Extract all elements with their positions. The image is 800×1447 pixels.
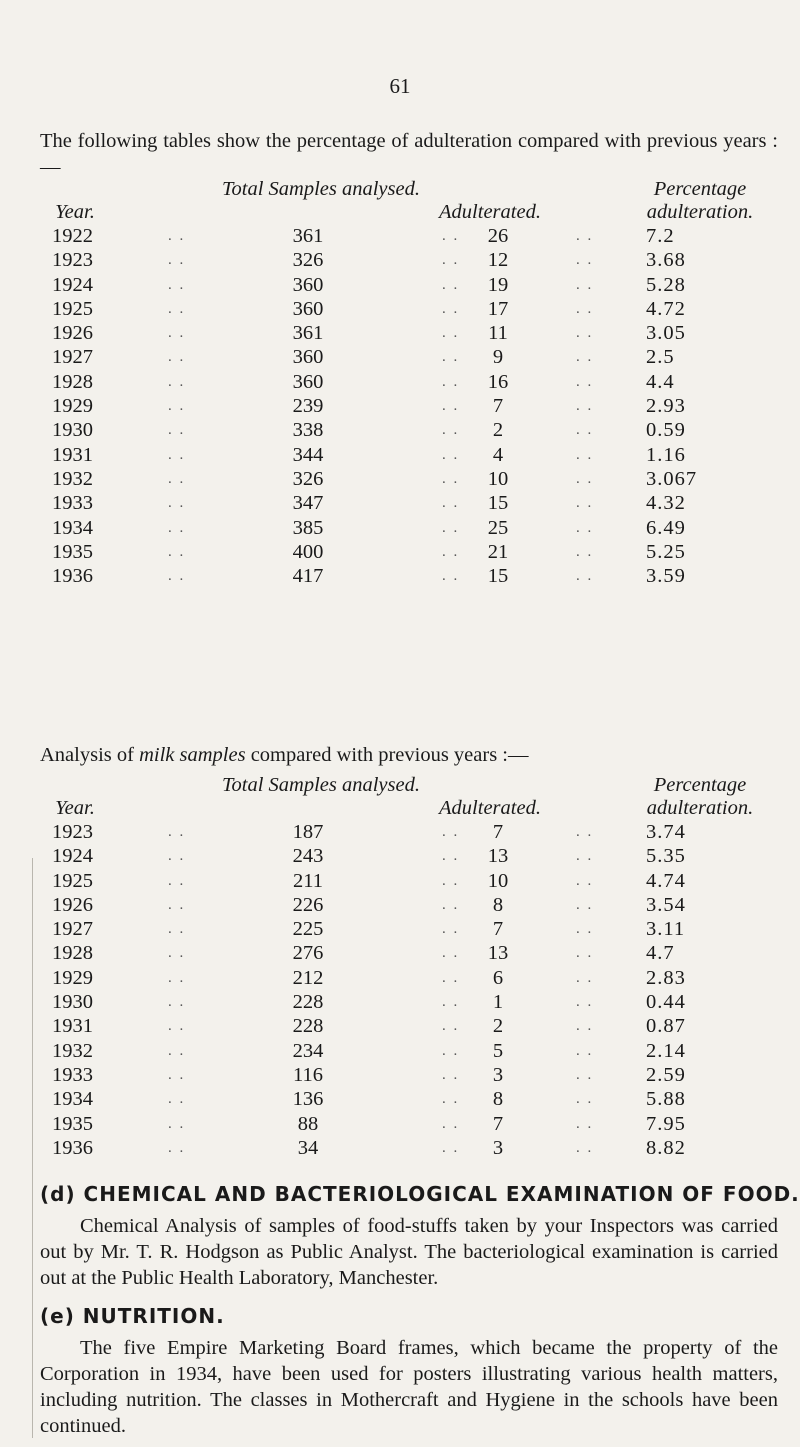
header-year: Year. — [55, 201, 95, 223]
table-row — [40, 273, 780, 297]
leader-dots: . . — [442, 1018, 460, 1035]
leader-dots: . . — [442, 422, 460, 439]
table-row — [40, 321, 780, 345]
leader-dots: . . — [442, 1066, 460, 1083]
percentage-cell: 2.59 — [646, 1063, 686, 1086]
header-year: Year. — [55, 797, 95, 819]
total-samples-cell: 400 — [292, 540, 324, 563]
leader-dots: . . — [168, 373, 186, 390]
adulterated-cell: 3 — [492, 1063, 504, 1086]
leader-dots: . . — [168, 896, 186, 913]
percentage-cell: 0.59 — [646, 419, 686, 442]
table-row — [40, 418, 780, 442]
adulterated-cell: 21 — [487, 540, 509, 563]
leader-dots: . . — [576, 252, 594, 269]
table-row — [40, 297, 780, 321]
header-total-samples: Total Samples analysed. — [222, 178, 420, 200]
total-samples-cell: 212 — [292, 966, 324, 989]
year-cell: 1931 — [52, 1015, 93, 1038]
year-cell: 1928 — [52, 942, 93, 965]
intro-text: The following tables show the percentage of adulteration compared with previous years :— — [40, 130, 778, 178]
leader-dots: . . — [168, 495, 186, 512]
leader-dots: . . — [168, 994, 186, 1011]
leader-dots: . . — [576, 994, 594, 1011]
leader-dots: . . — [576, 276, 594, 293]
total-samples-cell: 361 — [292, 322, 324, 345]
adulterated-cell: 9 — [492, 346, 504, 369]
table-row — [40, 370, 780, 394]
percentage-cell: 3.11 — [646, 918, 686, 941]
header-percentage: Percentage adulteration. — [646, 178, 754, 223]
table-row — [40, 1087, 780, 1111]
table-row — [40, 1136, 780, 1160]
leader-dots: . . — [442, 398, 460, 415]
year-cell: 1922 — [52, 225, 93, 247]
table-row — [40, 820, 780, 844]
adulterated-cell: 7 — [492, 918, 504, 941]
leader-dots: . . — [442, 1139, 460, 1156]
leader-dots: . . — [442, 872, 460, 889]
leader-dots: . . — [442, 921, 460, 938]
table-header — [40, 178, 780, 224]
milk-intro-suffix: compared with previous years :— — [245, 744, 529, 766]
year-cell: 1923 — [52, 249, 93, 272]
leader-dots: . . — [576, 300, 594, 317]
percentage-cell: 4.32 — [646, 492, 686, 515]
leader-dots: . . — [576, 446, 594, 463]
year-cell: 1924 — [52, 273, 93, 296]
leader-dots: . . — [168, 872, 186, 889]
percentage-cell: 5.88 — [646, 1088, 686, 1111]
leader-dots: . . — [442, 252, 460, 269]
table-row — [40, 443, 780, 467]
leader-dots: . . — [576, 325, 594, 342]
percentage-cell: 5.28 — [646, 273, 686, 296]
year-cell: 1935 — [52, 1112, 93, 1135]
percentage-cell: 3.59 — [646, 565, 686, 588]
leader-dots: . . — [576, 969, 594, 986]
leader-dots: . . — [576, 824, 594, 840]
leader-dots: . . — [442, 848, 460, 865]
percentage-cell: 4.7 — [646, 942, 675, 965]
section-e-heading: (e) NUTRITION. — [40, 1304, 225, 1328]
adulterated-cell: 2 — [492, 419, 504, 442]
adulterated-cell: 11 — [488, 322, 508, 345]
leader-dots: . . — [168, 1091, 186, 1108]
adulterated-cell: 17 — [487, 297, 509, 320]
adulterated-cell: 4 — [492, 443, 504, 466]
year-cell: 1934 — [52, 516, 93, 539]
adulterated-cell: 8 — [492, 893, 504, 916]
total-samples-cell: 338 — [292, 419, 324, 442]
percentage-cell: 3.54 — [646, 893, 686, 916]
leader-dots: . . — [576, 398, 594, 415]
leader-dots: . . — [442, 1091, 460, 1108]
section-e-text: The five Empire Marketing Board frames, which became the property of the Corporation in 1934, have been used for posters illustrating various health matters, including nutrition. The classes in Mothercraft and Hygiene in the schools have been continued. — [40, 1337, 778, 1437]
adulterated-cell: 2 — [492, 1015, 504, 1038]
leader-dots: . . — [168, 1066, 186, 1083]
total-samples-cell: 226 — [292, 893, 324, 916]
percentage-cell: 4.72 — [646, 297, 686, 320]
leader-dots: . . — [576, 1018, 594, 1035]
year-cell: 1925 — [52, 869, 93, 892]
leader-dots: . . — [576, 349, 594, 366]
leader-dots: . . — [576, 495, 594, 512]
year-cell: 1924 — [52, 845, 93, 868]
leader-dots: . . — [442, 1042, 460, 1059]
leader-dots: . . — [576, 519, 594, 536]
adulterated-cell: 5 — [492, 1039, 504, 1062]
percentage-cell: 2.14 — [646, 1039, 686, 1062]
table-row — [40, 516, 780, 540]
table-row — [40, 869, 780, 893]
leader-dots: . . — [442, 228, 460, 244]
leader-dots: . . — [576, 568, 594, 585]
year-cell: 1931 — [52, 443, 93, 466]
percentage-cell: 3.74 — [646, 821, 686, 843]
adulterated-cell: 10 — [487, 869, 509, 892]
leader-dots: . . — [168, 349, 186, 366]
leader-dots: . . — [168, 1042, 186, 1059]
leader-dots: . . — [168, 568, 186, 585]
adulterated-cell: 3 — [492, 1136, 504, 1159]
total-samples-cell: 88 — [297, 1112, 319, 1135]
leader-dots: . . — [442, 994, 460, 1011]
leader-dots: . . — [576, 543, 594, 560]
total-samples-cell: 225 — [292, 918, 324, 941]
table-row — [40, 893, 780, 917]
header-adulterated: Adulterated. — [439, 797, 541, 819]
percentage-cell: 3.05 — [646, 322, 686, 345]
total-samples-cell: 360 — [292, 273, 324, 296]
adulterated-cell: 19 — [487, 273, 509, 296]
year-cell: 1933 — [52, 492, 93, 515]
leader-dots: . . — [168, 325, 186, 342]
table-row — [40, 1112, 780, 1136]
adulterated-cell: 16 — [487, 370, 509, 393]
adulterated-cell: 15 — [487, 565, 509, 588]
leader-dots: . . — [442, 495, 460, 512]
percentage-cell: 5.35 — [646, 845, 686, 868]
table-row — [40, 394, 780, 418]
leader-dots: . . — [168, 1115, 186, 1132]
adulterated-cell: 13 — [487, 942, 509, 965]
leader-dots: . . — [442, 325, 460, 342]
leader-dots: . . — [442, 519, 460, 536]
leader-dots: . . — [442, 568, 460, 585]
percentage-cell: 3.067 — [646, 467, 698, 490]
total-samples-cell: 228 — [292, 991, 324, 1014]
adulteration-table-all — [40, 178, 780, 588]
header-total-samples: Total Samples analysed. — [222, 774, 420, 796]
year-cell: 1926 — [52, 893, 93, 916]
total-samples-cell: 234 — [292, 1039, 324, 1062]
percentage-cell: 7.2 — [646, 225, 675, 247]
adulterated-cell: 13 — [487, 845, 509, 868]
leader-dots: . . — [442, 969, 460, 986]
leader-dots: . . — [168, 300, 186, 317]
percentage-cell: 6.49 — [646, 516, 686, 539]
leader-dots: . . — [576, 848, 594, 865]
table-row — [40, 540, 780, 564]
percentage-cell: 3.68 — [646, 249, 686, 272]
adulterated-cell: 8 — [492, 1088, 504, 1111]
leader-dots: . . — [168, 945, 186, 962]
leader-dots: . . — [168, 519, 186, 536]
year-cell: 1923 — [52, 821, 93, 843]
year-cell: 1936 — [52, 565, 93, 588]
year-cell: 1932 — [52, 1039, 93, 1062]
table-row — [40, 1039, 780, 1063]
leader-dots: . . — [168, 398, 186, 415]
total-samples-cell: 187 — [292, 821, 324, 843]
year-cell: 1927 — [52, 346, 93, 369]
year-cell: 1929 — [52, 966, 93, 989]
table-row — [40, 1063, 780, 1087]
milk-intro-prefix: Analysis of — [40, 744, 140, 766]
leader-dots: . . — [168, 921, 186, 938]
leader-dots: . . — [576, 373, 594, 390]
leader-dots: . . — [442, 945, 460, 962]
year-cell: 1929 — [52, 395, 93, 418]
leader-dots: . . — [576, 228, 594, 244]
year-cell: 1933 — [52, 1063, 93, 1086]
leader-dots: . . — [168, 848, 186, 865]
section-d-text: Chemical Analysis of samples of food-stuffs taken by your Inspectors was carried out by Mr. T. R. Hodgson as Public Analyst. The bacteriological examination is carried out at the Public Health Laboratory, Manchester. — [40, 1215, 778, 1289]
year-cell: 1935 — [52, 540, 93, 563]
leader-dots: . . — [442, 349, 460, 366]
total-samples-cell: 34 — [297, 1136, 319, 1159]
leader-dots: . . — [168, 276, 186, 293]
year-cell: 1930 — [52, 991, 93, 1014]
leader-dots: . . — [576, 1042, 594, 1059]
total-samples-cell: 385 — [292, 516, 324, 539]
leader-dots: . . — [576, 1091, 594, 1108]
table-row — [40, 990, 780, 1014]
total-samples-cell: 417 — [292, 565, 324, 588]
year-cell: 1934 — [52, 1088, 93, 1111]
leader-dots: . . — [442, 446, 460, 463]
year-cell: 1936 — [52, 1136, 93, 1159]
table-row — [40, 844, 780, 868]
milk-intro — [40, 744, 529, 767]
percentage-cell: 4.74 — [646, 869, 686, 892]
leader-dots: . . — [576, 470, 594, 487]
percentage-cell: 1.16 — [646, 443, 686, 466]
percentage-cell: 2.5 — [646, 346, 675, 369]
total-samples-cell: 326 — [292, 467, 324, 490]
adulterated-cell: 12 — [487, 249, 509, 272]
leader-dots: . . — [576, 872, 594, 889]
page-number: 61 — [389, 74, 411, 98]
percentage-cell: 5.25 — [646, 540, 686, 563]
year-cell: 1932 — [52, 467, 93, 490]
adulterated-cell: 7 — [492, 395, 504, 418]
milk-intro-emphasis: milk samples — [139, 744, 246, 766]
leader-dots: . . — [442, 896, 460, 913]
table-row — [40, 966, 780, 990]
total-samples-cell: 228 — [292, 1015, 324, 1038]
percentage-cell: 7.95 — [646, 1112, 686, 1135]
leader-dots: . . — [442, 1115, 460, 1132]
leader-dots: . . — [576, 1115, 594, 1132]
table-row — [40, 467, 780, 491]
table-row — [40, 941, 780, 965]
margin-line — [32, 858, 33, 1438]
table-body — [40, 224, 780, 588]
leader-dots: . . — [168, 228, 186, 244]
leader-dots: . . — [576, 422, 594, 439]
total-samples-cell: 243 — [292, 845, 324, 868]
leader-dots: . . — [576, 1066, 594, 1083]
leader-dots: . . — [576, 896, 594, 913]
total-samples-cell: 276 — [292, 942, 324, 965]
percentage-cell: 2.83 — [646, 966, 686, 989]
leader-dots: . . — [442, 470, 460, 487]
total-samples-cell: 211 — [293, 869, 323, 892]
year-cell: 1927 — [52, 918, 93, 941]
total-samples-cell: 361 — [292, 225, 324, 247]
leader-dots: . . — [168, 252, 186, 269]
table-row — [40, 345, 780, 369]
leader-dots: . . — [168, 446, 186, 463]
table-row — [40, 491, 780, 515]
percentage-cell: 4.4 — [646, 370, 675, 393]
total-samples-cell: 360 — [292, 370, 324, 393]
table-row — [40, 1014, 780, 1038]
percentage-cell: 0.87 — [646, 1015, 686, 1038]
table-row — [40, 564, 780, 588]
total-samples-cell: 360 — [292, 346, 324, 369]
leader-dots: . . — [576, 1139, 594, 1156]
table-header — [40, 774, 780, 820]
leader-dots: . . — [442, 373, 460, 390]
adulterated-cell: 1 — [492, 991, 504, 1014]
year-cell: 1925 — [52, 297, 93, 320]
percentage-cell: 2.93 — [646, 395, 686, 418]
percentage-cell: 8.82 — [646, 1136, 686, 1159]
leader-dots: . . — [442, 543, 460, 560]
percentage-cell: 0.44 — [646, 991, 686, 1014]
leader-dots: . . — [168, 969, 186, 986]
leader-dots: . . — [168, 1018, 186, 1035]
header-adulterated: Adulterated. — [439, 201, 541, 223]
leader-dots: . . — [442, 300, 460, 317]
adulterated-cell: 6 — [492, 966, 504, 989]
adulterated-cell: 25 — [487, 516, 509, 539]
leader-dots: . . — [168, 824, 186, 840]
total-samples-cell: 239 — [292, 395, 324, 418]
leader-dots: . . — [168, 470, 186, 487]
year-cell: 1926 — [52, 322, 93, 345]
total-samples-cell: 344 — [292, 443, 324, 466]
table-body — [40, 820, 780, 1160]
total-samples-cell: 347 — [292, 492, 324, 515]
adulterated-cell: 26 — [487, 225, 509, 247]
table-row — [40, 917, 780, 941]
adulterated-cell: 7 — [492, 821, 504, 843]
leader-dots: . . — [168, 543, 186, 560]
leader-dots: . . — [576, 945, 594, 962]
total-samples-cell: 360 — [292, 297, 324, 320]
milk-adulteration-table — [40, 774, 780, 1160]
leader-dots: . . — [442, 276, 460, 293]
leader-dots: . . — [168, 1139, 186, 1156]
year-cell: 1928 — [52, 370, 93, 393]
table-row — [40, 224, 780, 248]
section-d-heading: (d) CHEMICAL AND BACTERIOLOGICAL EXAMINATION OF FOOD. — [40, 1182, 800, 1206]
total-samples-cell: 136 — [292, 1088, 324, 1111]
total-samples-cell: 116 — [293, 1063, 323, 1086]
adulterated-cell: 7 — [492, 1112, 504, 1135]
table-row — [40, 248, 780, 272]
adulterated-cell: 15 — [487, 492, 509, 515]
leader-dots: . . — [168, 422, 186, 439]
header-percentage: Percentage adulteration. — [646, 774, 754, 819]
total-samples-cell: 326 — [292, 249, 324, 272]
leader-dots: . . — [442, 824, 460, 840]
leader-dots: . . — [576, 921, 594, 938]
adulterated-cell: 10 — [487, 467, 509, 490]
year-cell: 1930 — [52, 419, 93, 442]
